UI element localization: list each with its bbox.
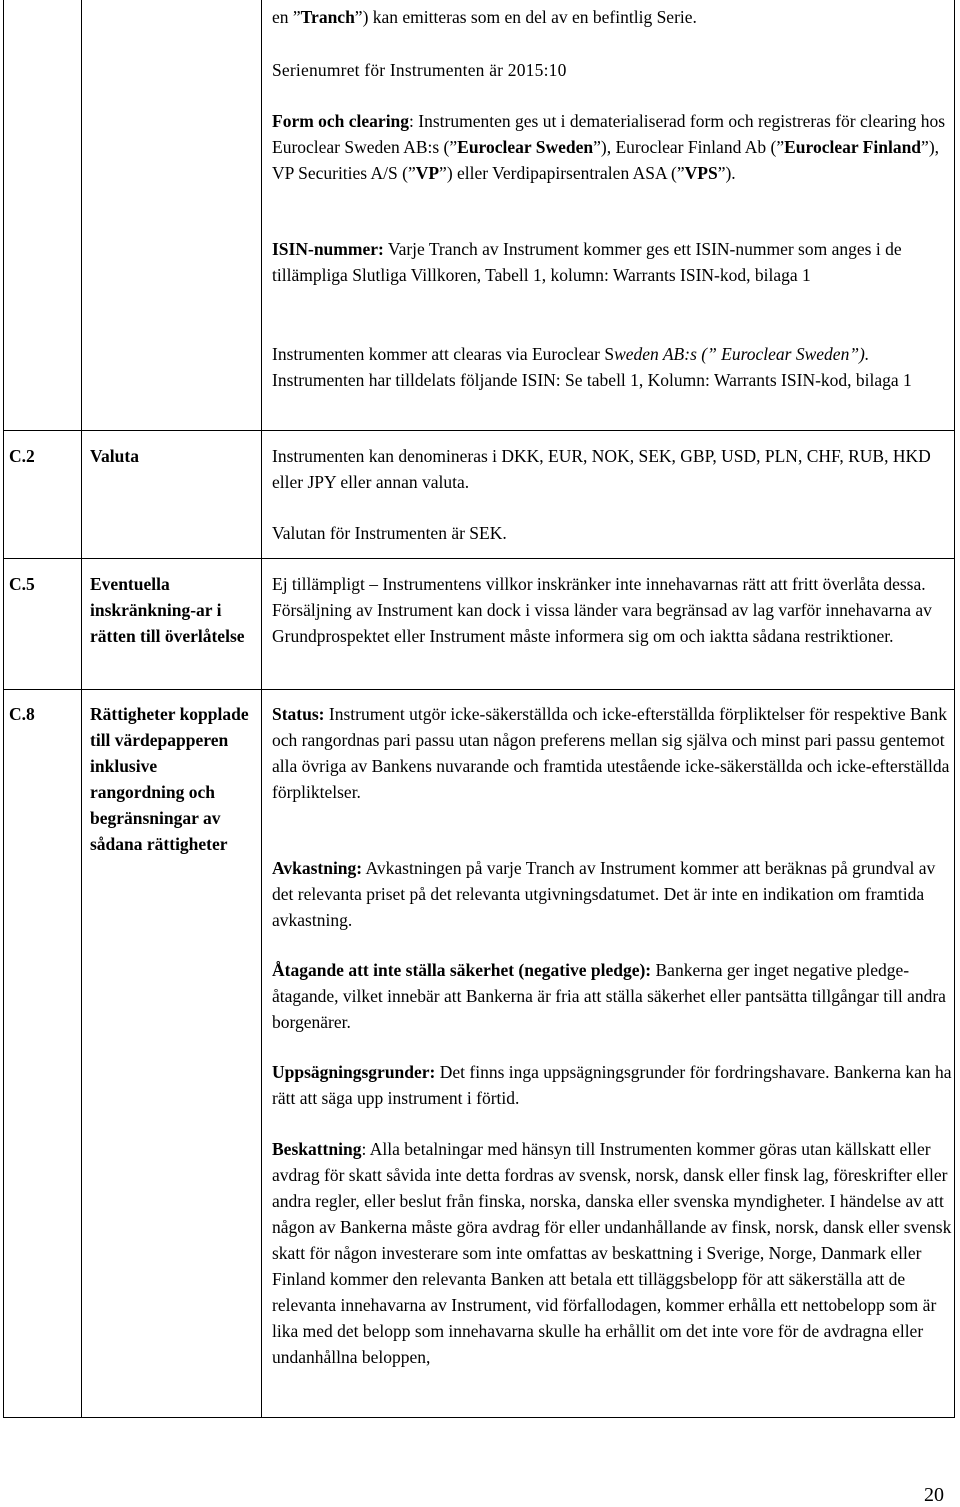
page-number: 20 (924, 1484, 944, 1506)
row-divider (4, 430, 954, 431)
clearing-paragraph: Instrumenten kommer att clearas via Euroclear Sweden AB:s (” Euroclear Sweden”). Instrumenten har tilldelats följande ISIN: Se tabell 1, Kolumn: Warrants ISIN-kod, bilaga 1 (272, 344, 912, 390)
section-label: Eventuella inskränkning-ar i rätten till överlåtelse (90, 574, 245, 646)
beskattning-paragraph: Beskattning: Alla betalningar med hänsyn till Instrumenten kommer göras utan källskatt eller avdrag för skatt såvida inte detta fordras av svensk, norsk, dansk eller finsk lag, föreskrifter eller andra regler, eller beslut från finska, norska, danska eller svenska myndigheter. I händelse av att någon av Bankerna måste göra avdrag för eller undanhållande av finsk, norsk, dansk eller svensk skatt för någon investerare som inte omfattas av beskattning i Sverige, Norge, Danmark eller Finland kommer den relevanta Banken att betala ett tilläggsbelopp för att säkerställa att de relevanta innehavarna av Instrument, vid förfallodagen, kommer erhålla ett nettobelopp som är lika med det belopp som innehavarna skulle ha erhållit om det inte vore för de avdragna eller undanhållna beloppen, (272, 1139, 952, 1367)
status-paragraph: Status: Instrument utgör icke-säkerställda och icke-efterställda förpliktelser för respektive Bank och rangordnas pari passu utan någon preferens mellan sig själva och minst pari passu gentemot alla övriga av Bankens nuvarande och framtida utestående icke-säkerställda och icke-efterställda förpliktelser. (272, 704, 950, 802)
negative-pledge-paragraph: Åtagande att inte ställa säkerhet (negative pledge): Bankerna ger inget negative pledge-åtagande, vilket innebär att Bankerna är fria att ställa säkerhet eller pantsätta tillgångar till andra borgenärer. (272, 960, 946, 1032)
section-number: C.5 (9, 574, 35, 594)
uppsagning-paragraph: Uppsägningsgrunder: Det finns inga uppsägningsgrunder för fordringshavare. Bankerna kan ha rätt att säga upp instrument i förtid. (272, 1062, 952, 1108)
row-divider (4, 689, 954, 690)
tranch-paragraph: en ”Tranch”) kan emitteras som en del av en befintlig Serie. (272, 7, 697, 27)
restriction-paragraph: Ej tillämpligt – Instrumentens villkor inskränker inte innehavarnas rätt att fritt överlåta dessa. Försäljning av Instrument kan dock i vissa länder vara begränsad av lag varför innehavarna av Grundprospektet eller Instrument måste informera sig om och iaktta sådana restriktioner. (272, 574, 932, 646)
form-clearing-paragraph: Form och clearing: Instrumenten ges ut i dematerialiserad form och registreras för clearing hos Euroclear Sweden AB:s (”Euroclear Sweden”), Euroclear Finland Ab (”Euroclear Finland”), VP Securities A/S (”VP”) eller Verdipapirsentralen ASA (”VPS”). (272, 111, 946, 183)
avkastning-paragraph: Avkastning: Avkastningen på varje Tranch av Instrument kommer att beräknas på grundval av det relevanta priset på det relevanta utgivningsdatumet. Det är inte en indikation om framtida avkastning. (272, 858, 936, 930)
valuta-paragraph: Instrumenten kan denomineras i DKK, EUR, NOK, SEK, GBP, USD, PLN, CHF, RUB, HKD eller JPY eller annan valuta. (272, 446, 931, 492)
section-label: Rättigheter kopplade till värdepapperen inklusive rangordning och begränsningar av sådana rättigheter (90, 704, 249, 854)
section-number: C.8 (9, 704, 35, 724)
section-label: Valuta (90, 446, 139, 466)
isin-paragraph: ISIN-nummer: Varje Tranch av Instrument kommer ges ett ISIN-nummer som anges i de tillämpliga Slutliga Villkoren, Tabell 1, kolumn: Warrants ISIN-kod, bilaga 1 (272, 239, 902, 285)
row-divider (4, 558, 954, 559)
serienummer-paragraph: Serienumret för Instrumenten är 2015:10 (272, 60, 567, 80)
section-number: C.2 (9, 446, 35, 466)
valuta-sek-paragraph: Valutan för Instrumenten är SEK. (272, 523, 507, 543)
column-divider (81, 0, 82, 1417)
column-divider (261, 0, 262, 1417)
